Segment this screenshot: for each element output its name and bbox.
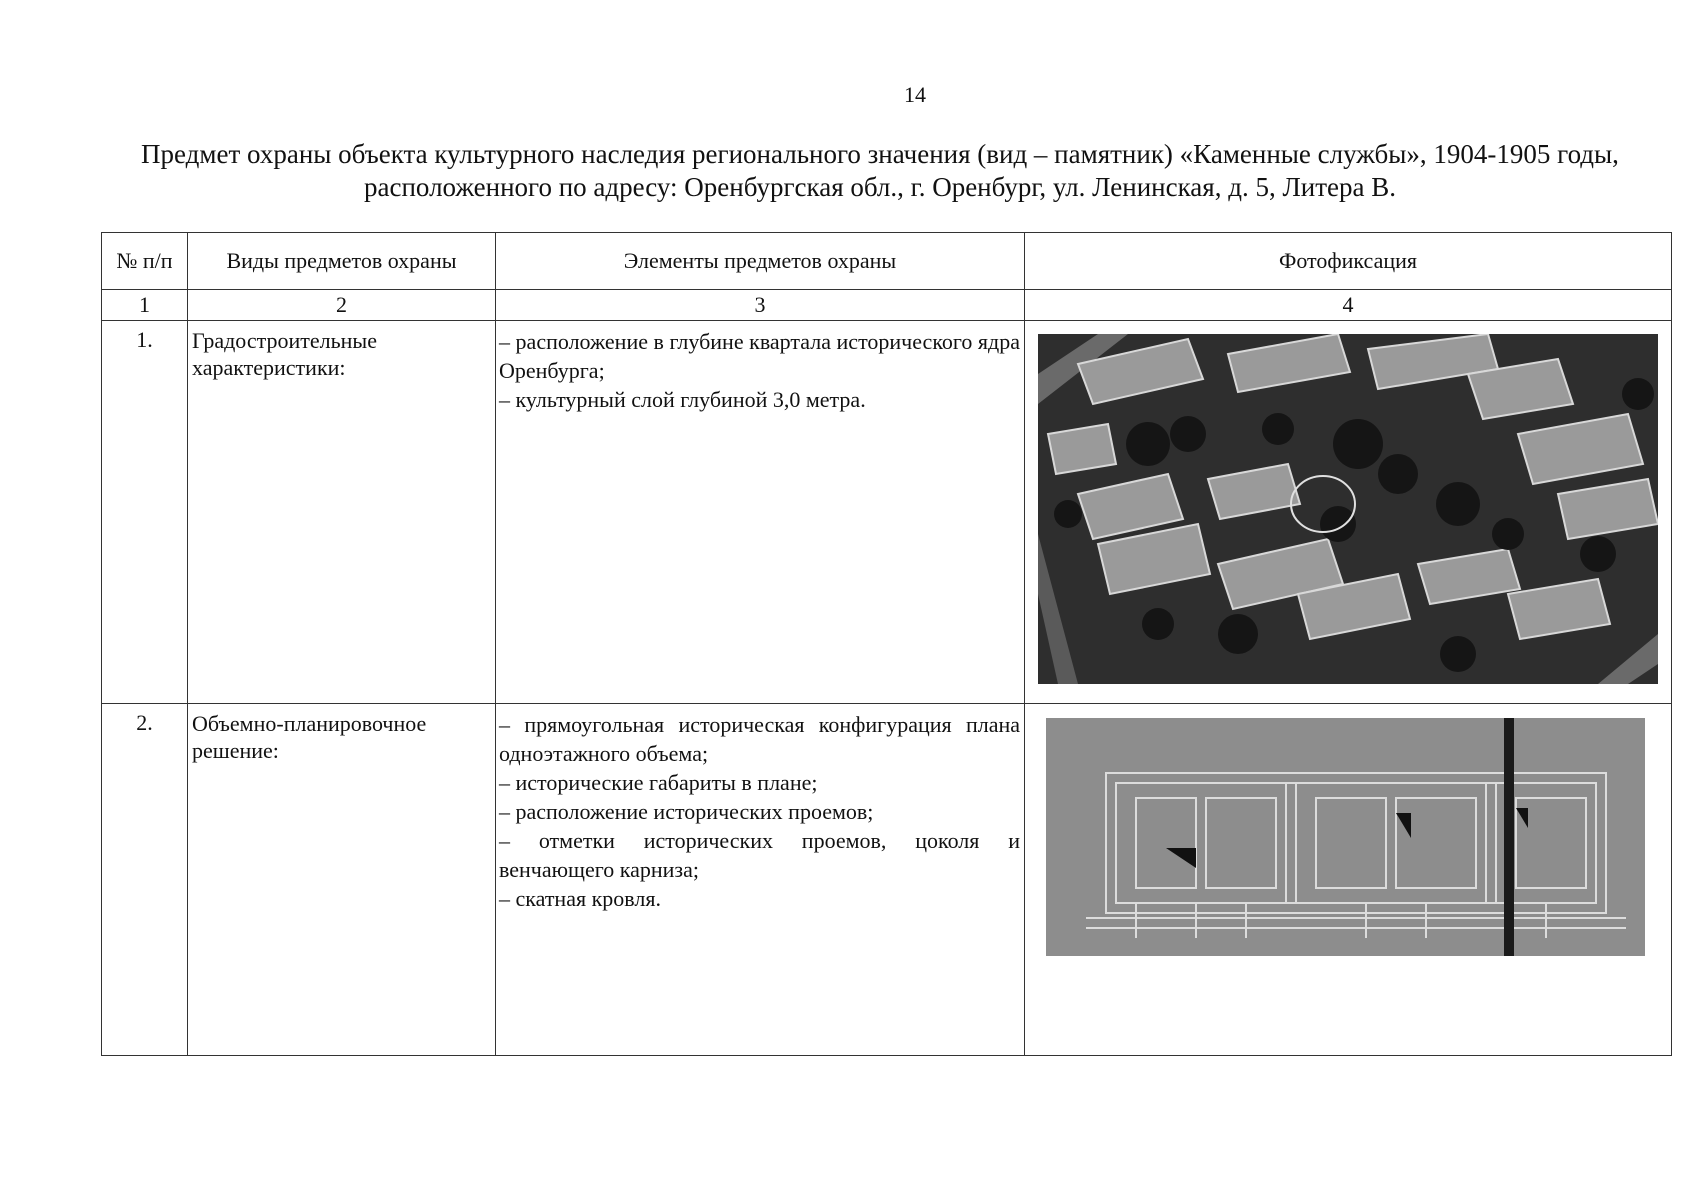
column-number: 2 — [188, 290, 496, 321]
page-number: 14 — [904, 82, 926, 107]
table-header-row — [102, 233, 1672, 290]
header-type: Виды предметов охраны — [188, 233, 496, 290]
row-number: 1. — [102, 321, 188, 704]
row-number: 2. — [102, 704, 188, 1056]
list-item: – расположение исторических проемов; — [499, 799, 874, 824]
document-title: Предмет охраны объекта культурного наследия регионального значения (вид – памятник) «Каменные службы», 1904-1905 годы, расположенного по адресу: Оренбургская обл., г. Оренбург, ул. Ленинская, д. 5, Литера В. — [141, 139, 1619, 202]
column-number: 3 — [496, 290, 1025, 321]
column-number-row — [102, 290, 1672, 321]
protection-type: Градостроительные характеристики: — [188, 321, 496, 704]
column-number: 4 — [1025, 290, 1672, 321]
list-item: – культурный слой глубиной 3,0 метра. — [499, 387, 866, 412]
header-elements: Элементы предметов охраны — [496, 233, 1025, 290]
header-photo: Фотофиксация — [1025, 233, 1672, 290]
aerial-photo — [1038, 334, 1658, 684]
protection-elements — [496, 321, 1025, 704]
table-row — [102, 321, 1672, 704]
list-item: – расположение в глубине квартала исторического ядра Оренбурга; — [499, 329, 1020, 383]
table-row — [102, 704, 1672, 1056]
list-item: – отметки исторических проемов, цоколя и венчающего карниза; — [499, 828, 1020, 882]
list-item: – прямоугольная историческая конфигурация плана одноэтажного объема; — [499, 712, 1020, 766]
list-item: – скатная кровля. — [499, 886, 661, 911]
protection-elements — [496, 704, 1025, 1056]
protection-type: Объемно-планировочное решение: — [188, 704, 496, 1056]
photo-cell — [1025, 321, 1672, 704]
protection-subject-table — [101, 232, 1672, 1056]
column-number: 1 — [102, 290, 188, 321]
list-item: – исторические габариты в плане; — [499, 770, 818, 795]
photo-cell — [1025, 704, 1672, 1056]
floor-plan-photo — [1046, 718, 1645, 956]
header-num: № п/п — [102, 233, 188, 290]
